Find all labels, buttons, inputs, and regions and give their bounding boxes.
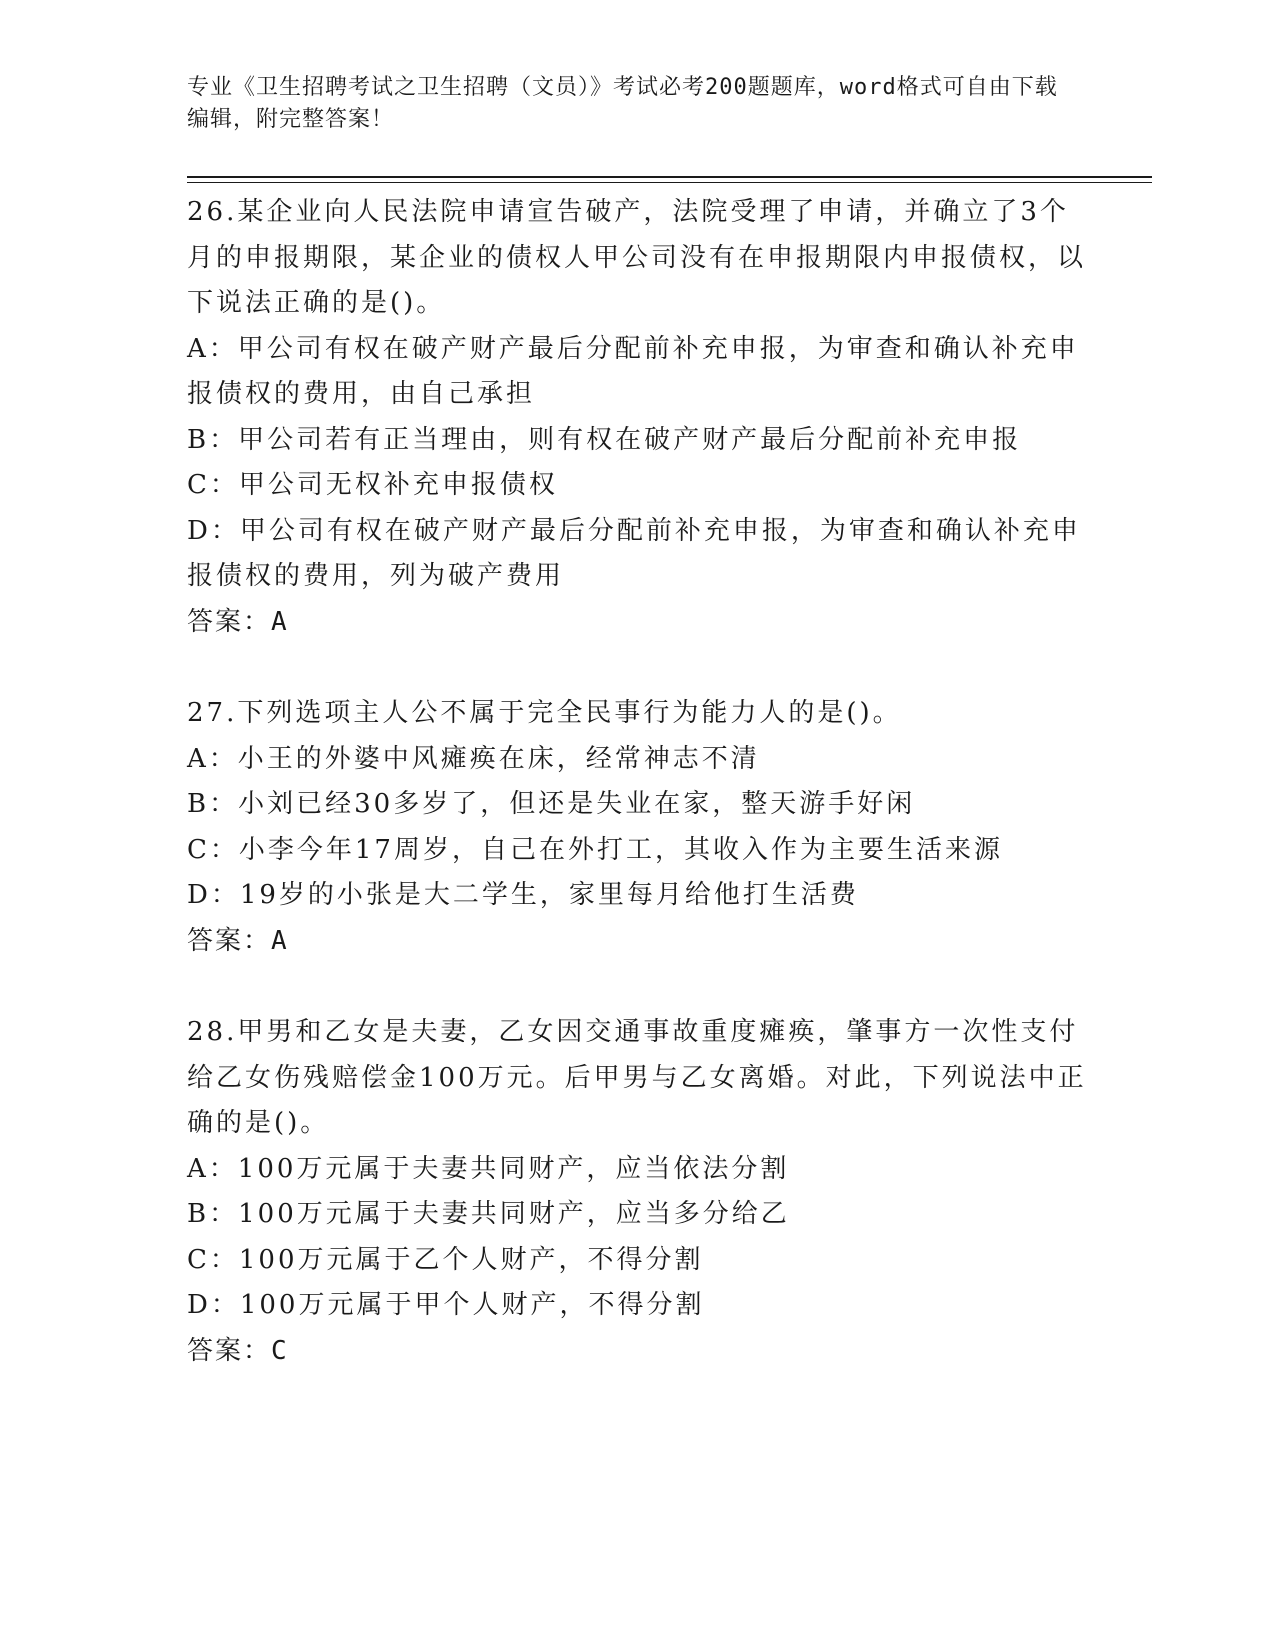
question-text: 26.某企业向人民法院申请宣告破产，法院受理了申请，并确立了3个月的申报期限，某企业的债权人甲公司没有在申报期限内申报债权，以下说法正确的是()。: [187, 197, 1087, 318]
answer-value: A: [271, 925, 287, 956]
question-text: 27.下列选项主人公不属于完全民事行为能力人的是()。: [187, 698, 902, 728]
header-rule-thin: [187, 182, 1152, 183]
question-text: 28.甲男和乙女是夫妻，乙女因交通事故重度瘫痪，肇事方一次性支付给乙女伤残赔偿金100万元。后甲男与乙女离婚。对此，下列说法中正确的是()。: [187, 1017, 1087, 1138]
answer-label: 答案：: [187, 606, 272, 637]
answer-line: [187, 600, 1087, 646]
question-27: [187, 691, 1087, 964]
option-c: C：100万元属于乙个人财产，不得分割: [187, 1244, 704, 1275]
option-b: B：小刘已经30多岁了，但还是失业在家，整天游手好闲: [187, 789, 916, 819]
answer-label: 答案：: [187, 1335, 272, 1366]
answer-line: [187, 919, 1087, 965]
answer-label: 答案：: [187, 925, 272, 956]
option-a: A：小王的外婆中风瘫痪在床，经常神志不清: [187, 743, 760, 774]
option-c: C：小李今年17周岁，自己在外打工，其收入作为主要生活来源: [187, 834, 1003, 865]
option-a: A：甲公司有权在破产财产最后分配前补充申报，为审查和确认补充申报债权的费用，由自己承担: [187, 333, 1079, 409]
question-list: [187, 190, 1087, 1420]
option-d: D：甲公司有权在破产财产最后分配前补充申报，为审查和确认补充申报债权的费用，列为破产费用: [187, 515, 1081, 591]
option-c: C：甲公司无权补充申报债权: [187, 470, 558, 500]
answer-line: [187, 1329, 1087, 1375]
answer-value: A: [271, 606, 287, 637]
question-26: [187, 190, 1087, 645]
option-d: D：19岁的小张是大二学生，家里每月给他打生活费: [187, 880, 859, 910]
header-rule-thick: [187, 176, 1152, 178]
option-d: D：100万元属于甲个人财产，不得分割: [187, 1290, 705, 1320]
option-b: B：甲公司若有正当理由，则有权在破产财产最后分配前补充申报: [187, 424, 1022, 455]
option-a: A：100万元属于夫妻共同财产，应当依法分割: [187, 1153, 790, 1184]
question-28: [187, 1010, 1087, 1374]
option-b: B：100万元属于夫妻共同财产，应当多分给乙: [187, 1199, 790, 1229]
answer-value: C: [271, 1335, 287, 1366]
page-header: 专业《卫生招聘考试之卫生招聘（文员）》考试必考200题题库，word格式可自由下载编辑，附完整答案！: [187, 75, 1058, 132]
